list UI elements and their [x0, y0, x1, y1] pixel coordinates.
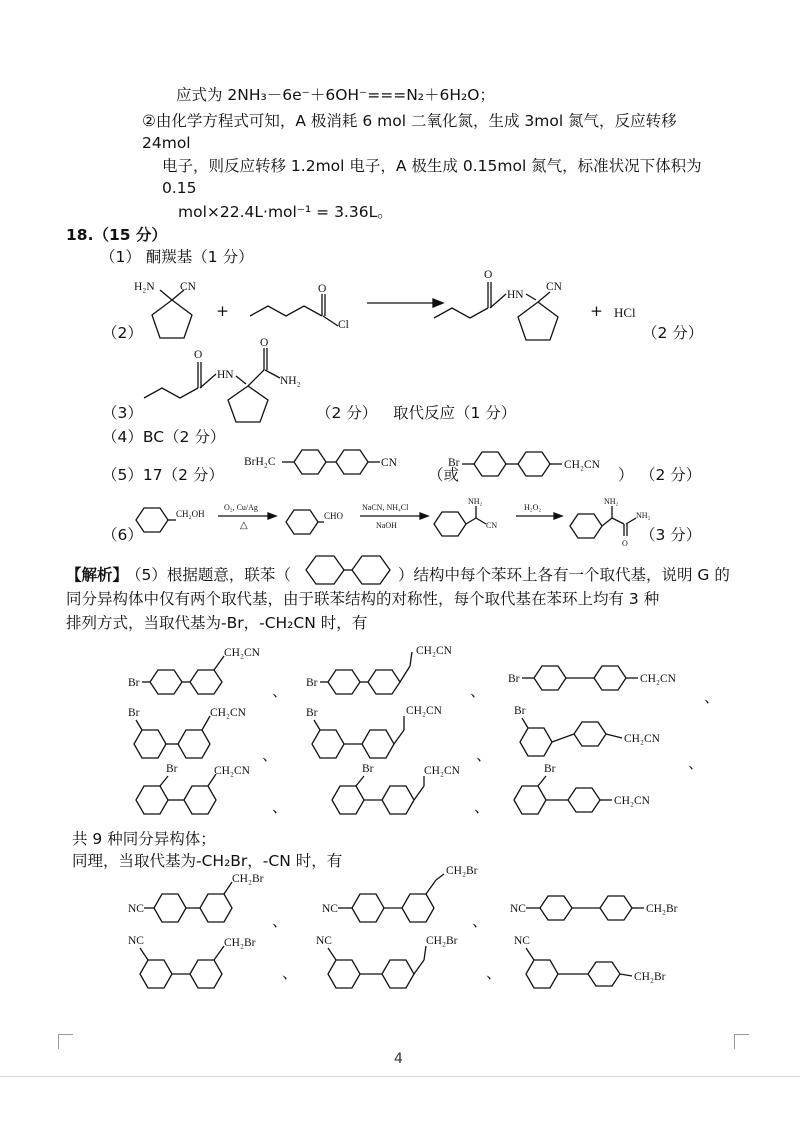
question-header: 18.（15 分） [66, 226, 167, 244]
isomer-structure [306, 642, 456, 702]
br-label: Br [508, 673, 520, 685]
separator: 、 [470, 682, 486, 700]
br-label: Br [128, 677, 140, 689]
ch2br-label: CH₂Br [426, 935, 458, 947]
cond2b-label: NaOH [376, 521, 397, 530]
nc-label: NC [128, 935, 144, 947]
separator: 、 [272, 798, 288, 816]
answer-3-number: （3） [102, 404, 143, 422]
ch2cn-label: CH₂CN [406, 705, 442, 717]
br-label: Br [166, 763, 178, 775]
ch2cn-label: CH₂CN [224, 647, 260, 659]
separator: 、 [704, 688, 720, 706]
ch2br-label: CH₂Br [232, 873, 264, 885]
ch2br-label: CH₂Br [224, 937, 256, 949]
diamide-structure [140, 338, 330, 428]
separator: 、 [688, 754, 704, 772]
ch2cn-label: CH₂CN [640, 673, 676, 685]
ch2cn-label: CH₂CN [416, 645, 452, 657]
ch2br-label: CH₂Br [634, 971, 666, 983]
score: （3 分） [640, 526, 702, 544]
biphenyl-structure [300, 550, 396, 590]
o-label: O [484, 269, 493, 281]
hcl-label: HCl [614, 305, 636, 320]
separator: 、 [486, 964, 502, 982]
crop-mark [734, 1034, 749, 1049]
page-number: 4 [394, 1051, 403, 1067]
isomer-structure [514, 930, 704, 996]
isomer-structure [128, 760, 278, 826]
isomer-structure [128, 642, 278, 702]
analysis-text: 排列方式，当取代基为-Br，-CH₂CN 时，有 [66, 614, 368, 632]
answer-line: mol×22.4L·mol⁻¹ = 3.36L。 [178, 203, 393, 221]
separator: 、 [282, 964, 298, 982]
close-paren: ） [618, 466, 634, 484]
o-label: O [260, 337, 269, 349]
isomer-structure [508, 656, 708, 700]
answer-line: 应式为 2NH₃－6e⁻＋6OH⁻===N₂＋6H₂O； [176, 86, 495, 104]
ch2cn-label: CH₂CN [210, 707, 246, 719]
cho-label: CHO [324, 511, 344, 521]
pentanoyl-chloride-structure [246, 280, 356, 330]
isomer-structure [514, 700, 704, 762]
score: （2 分） [640, 466, 702, 484]
hn-label: HN [507, 289, 524, 301]
crop-mark [58, 1034, 73, 1049]
ch2br-label: CH₂Br [446, 865, 478, 877]
nh2-label: NH₂ [636, 511, 651, 520]
isomer-structure [324, 760, 484, 826]
separator: 、 [472, 912, 488, 930]
analysis-text: ）结构中每个苯环上各有一个取代基，说明 G 的 [398, 566, 730, 584]
isomer-structure [506, 760, 686, 826]
ch2oh-label: CH₂OH [176, 509, 205, 519]
isomer-structure [128, 702, 278, 764]
answer-6-number: （6） [102, 526, 143, 544]
isomer-structure [128, 870, 288, 934]
answer-1: （1） 酮羰基（1 分） [100, 248, 254, 266]
hn-label: HN [217, 369, 234, 381]
score: （2 分） [316, 404, 378, 422]
page-divider [0, 1076, 800, 1077]
isomer-structure [322, 862, 492, 932]
isomer-structure [510, 886, 710, 930]
o-label: O [622, 539, 628, 548]
biphenyl-br-ch2cn-structure [448, 448, 628, 488]
ch2br-label: CH₂Br [646, 903, 678, 915]
nh2-label: NH₂ [280, 375, 301, 387]
brh2c-label: BrH₂C [244, 456, 276, 468]
nc-label: NC [322, 903, 338, 915]
answer-line: 0.15 [162, 179, 197, 197]
ch2cn-label: CH₂CN [614, 795, 650, 807]
analysis-text: 同理，当取代基为-CH₂Br，-CN 时，有 [72, 852, 343, 870]
answer-line: 电子，则反应转移 1.2mol 电子，A 极生成 0.15mol 氮气，标准状况下体积为 [162, 157, 702, 175]
h2n-label: H₂N [134, 281, 155, 293]
nc-label: NC [128, 903, 144, 915]
cn-label: CN [546, 281, 562, 293]
separator: 、 [476, 746, 492, 764]
o-label: O [194, 349, 203, 361]
cl-label: Cl [338, 319, 349, 331]
o-label: O [318, 283, 327, 295]
br-label: Br [514, 705, 526, 717]
reaction-type: 取代反应（1 分） [393, 404, 517, 422]
separator: 、 [272, 912, 288, 930]
cond3-label: H₂O₂ [524, 503, 542, 512]
br-label: Br [448, 457, 460, 469]
plus-sign: + [590, 302, 603, 320]
answer-4: （4）BC（2 分） [102, 428, 226, 446]
isomer-structure [316, 930, 486, 996]
synthesis-route [130, 496, 700, 548]
br-label: Br [362, 763, 374, 775]
isomer-structure [128, 930, 288, 996]
cond1b-label: △ [240, 520, 248, 531]
answer-line: ②由化学方程式可知，A 极消耗 6 mol 二氧化氮，生成 3mol 氮气，反应转移 [142, 112, 677, 130]
amide-product-structure [430, 260, 590, 350]
cn-label: CN [486, 521, 498, 530]
answer-line: 24mol [142, 134, 191, 152]
biphenyl-ch2br-cn-structure [244, 446, 420, 486]
nh2-label: NH₂ [468, 497, 483, 506]
cond2-label: NaCN, NH₄Cl [362, 503, 409, 512]
analysis-label: 【解析】 [66, 566, 129, 584]
answer-5-number: （5）17（2 分） [102, 466, 224, 484]
br-label: Br [306, 707, 318, 719]
separator: 、 [272, 682, 288, 700]
br-label: Br [544, 763, 556, 775]
separator: 、 [262, 746, 278, 764]
isomer-structure [306, 702, 466, 764]
nc-label: NC [510, 903, 526, 915]
score: （2 分） [642, 324, 704, 342]
plus-sign: + [216, 302, 229, 320]
nc-label: NC [316, 935, 332, 947]
ch2cn-label: CH₂CN [214, 765, 250, 777]
separator: 、 [474, 798, 490, 816]
cn-label: CN [180, 281, 196, 293]
analysis-text: 同分异构体中仅有两个取代基，由于联苯结构的对称性，每个取代基在苯环上均有 3 种 [66, 590, 660, 608]
br-label: Br [306, 677, 318, 689]
nc-label: NC [514, 935, 530, 947]
br-label: Br [128, 707, 140, 719]
ch2cn-label: CH₂CN [564, 459, 600, 471]
isomer-count: 共 9 种同分异构体； [72, 830, 216, 848]
cn-label: CN [381, 457, 397, 469]
ch2cn-label: CH₂CN [624, 733, 660, 745]
analysis-text: （5）根据题意，联苯（ [126, 566, 291, 584]
ch2cn-label: CH₂CN [424, 765, 460, 777]
nh2-label: NH₂ [604, 497, 619, 506]
or-text: （或 [428, 466, 460, 484]
answer-2-number: （2） [102, 324, 143, 342]
cond1-label: O₂, Cu/Ag [224, 503, 258, 512]
